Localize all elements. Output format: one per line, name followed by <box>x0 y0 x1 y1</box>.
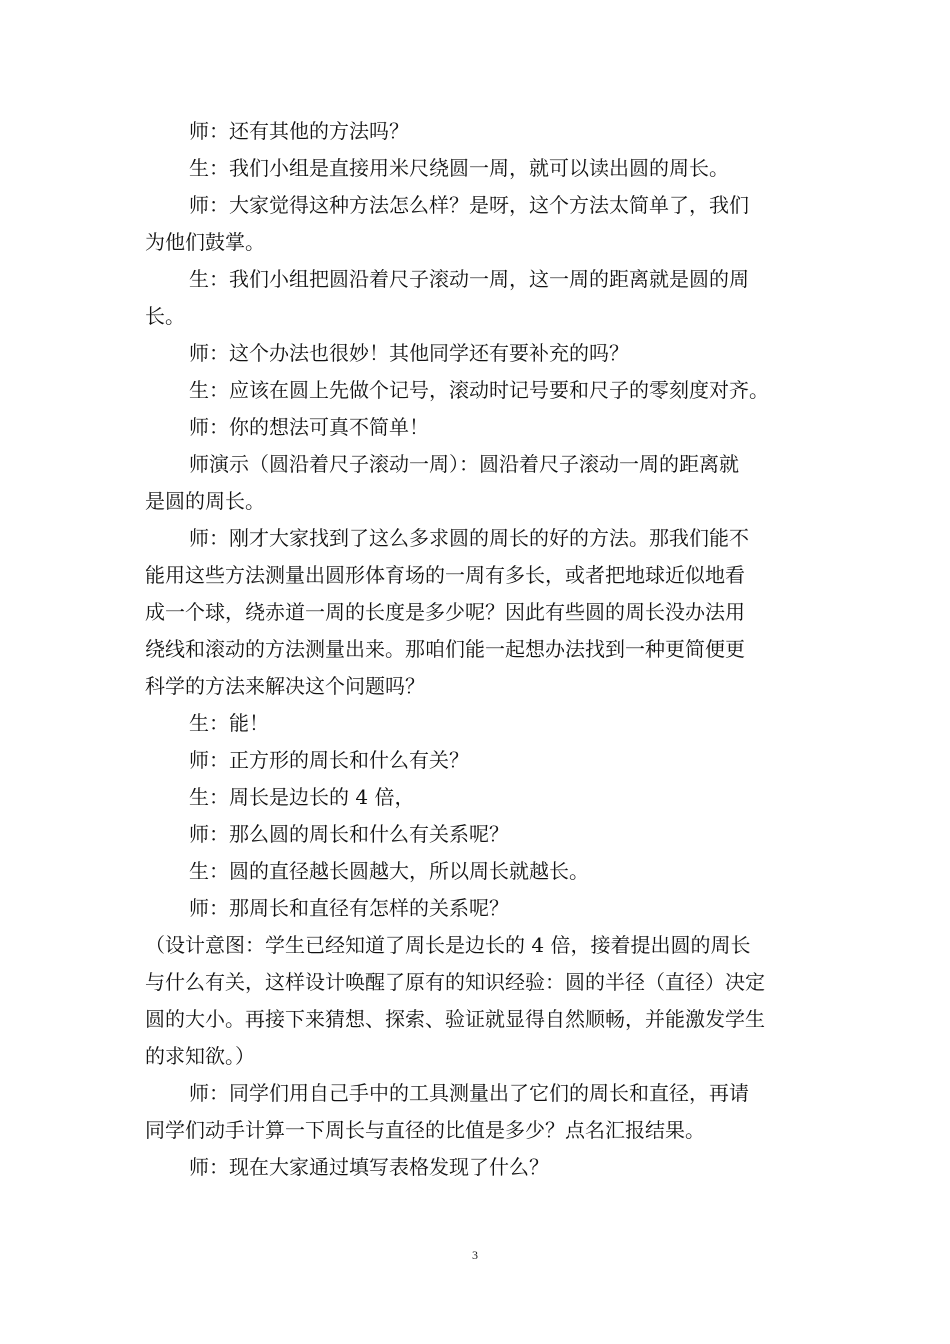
text-line: 长。 <box>145 304 185 328</box>
body-text <box>145 113 810 1186</box>
dialogue-paragraph <box>145 1149 810 1186</box>
text-line: （设计意图：学生已经知道了周长是边长的 4 倍，接着提出圆的周长 <box>145 933 751 957</box>
dialogue-paragraph <box>145 113 810 150</box>
dialogue-paragraph <box>145 890 810 927</box>
text-line: 科学的方法来解决这个问题吗？ <box>145 674 425 698</box>
text-line: 圆的大小。再接下来猜想、探索、验证就显得自然顺畅，并能激发学生 <box>145 1007 765 1031</box>
dialogue-paragraph <box>145 705 810 742</box>
design-note-paragraph <box>145 927 810 1075</box>
text-line: 同学们动手计算一下周长与直径的比值是多少？点名汇报结果。 <box>145 1118 705 1142</box>
text-line: 师：刚才大家找到了这么多求圆的周长的好的方法。那我们能不 <box>189 526 749 550</box>
page-number: 3 <box>472 1248 478 1262</box>
text-line: 成一个球，绕赤道一周的长度是多少呢？因此有些圆的周长没办法用 <box>145 600 745 624</box>
text-line: 能用这些方法测量出圆形体育场的一周有多长，或者把地球近似地看 <box>145 563 745 587</box>
dialogue-paragraph <box>145 446 810 520</box>
text-line: 师：那周长和直径有怎样的关系呢？ <box>189 896 509 920</box>
dialogue-paragraph <box>145 779 810 816</box>
text-line: 绕线和滚动的方法测量出来。那咱们能一起想办法找到一种更简便更 <box>145 637 745 661</box>
dialogue-paragraph <box>145 150 810 187</box>
dialogue-paragraph <box>145 261 810 335</box>
text-line: 生：应该在圆上先做个记号，滚动时记号要和尺子的零刻度对齐。 <box>189 378 769 402</box>
dialogue-paragraph <box>145 409 810 446</box>
text-line: 师演示（圆沿着尺子滚动一周）：圆沿着尺子滚动一周的距离就 <box>189 452 739 476</box>
text-line: 师：同学们用自己手中的工具测量出了它们的周长和直径，再请 <box>189 1081 749 1105</box>
text-line: 生：圆的直径越长圆越大，所以周长就越长。 <box>189 859 589 883</box>
text-line: 生：能！ <box>189 711 269 735</box>
text-line: 师：现在大家通过填写表格发现了什么？ <box>189 1155 549 1179</box>
dialogue-paragraph <box>145 187 810 261</box>
dialogue-paragraph <box>145 853 810 890</box>
text-line: 师：你的想法可真不简单！ <box>189 415 429 439</box>
text-line: 为他们鼓掌。 <box>145 230 265 254</box>
dialogue-paragraph <box>145 372 810 409</box>
text-line: 师：那么圆的周长和什么有关系呢？ <box>189 822 509 846</box>
text-line: 生：我们小组把圆沿着尺子滚动一周，这一周的距离就是圆的周 <box>189 267 749 291</box>
text-line: 生：周长是边长的 4 倍， <box>189 785 415 809</box>
text-line: 与什么有关，这样设计唤醒了原有的知识经验：圆的半径（直径）决定 <box>145 970 765 994</box>
text-line: 师：这个办法也很妙！其他同学还有要补充的吗？ <box>189 341 629 365</box>
text-line: 师：还有其他的方法吗？ <box>189 119 409 143</box>
text-line: 师：大家觉得这种方法怎么样？是呀，这个方法太简单了，我们 <box>189 193 749 217</box>
text-line: 是圆的周长。 <box>145 489 265 513</box>
dialogue-paragraph <box>145 520 810 705</box>
text-line: 生：我们小组是直接用米尺绕圆一周，就可以读出圆的周长。 <box>189 156 729 180</box>
dialogue-paragraph <box>145 742 810 779</box>
text-line: 的求知欲。） <box>145 1044 255 1068</box>
dialogue-paragraph <box>145 816 810 853</box>
dialogue-paragraph <box>145 1075 810 1149</box>
text-line: 师：正方形的周长和什么有关？ <box>189 748 469 772</box>
dialogue-paragraph <box>145 335 810 372</box>
